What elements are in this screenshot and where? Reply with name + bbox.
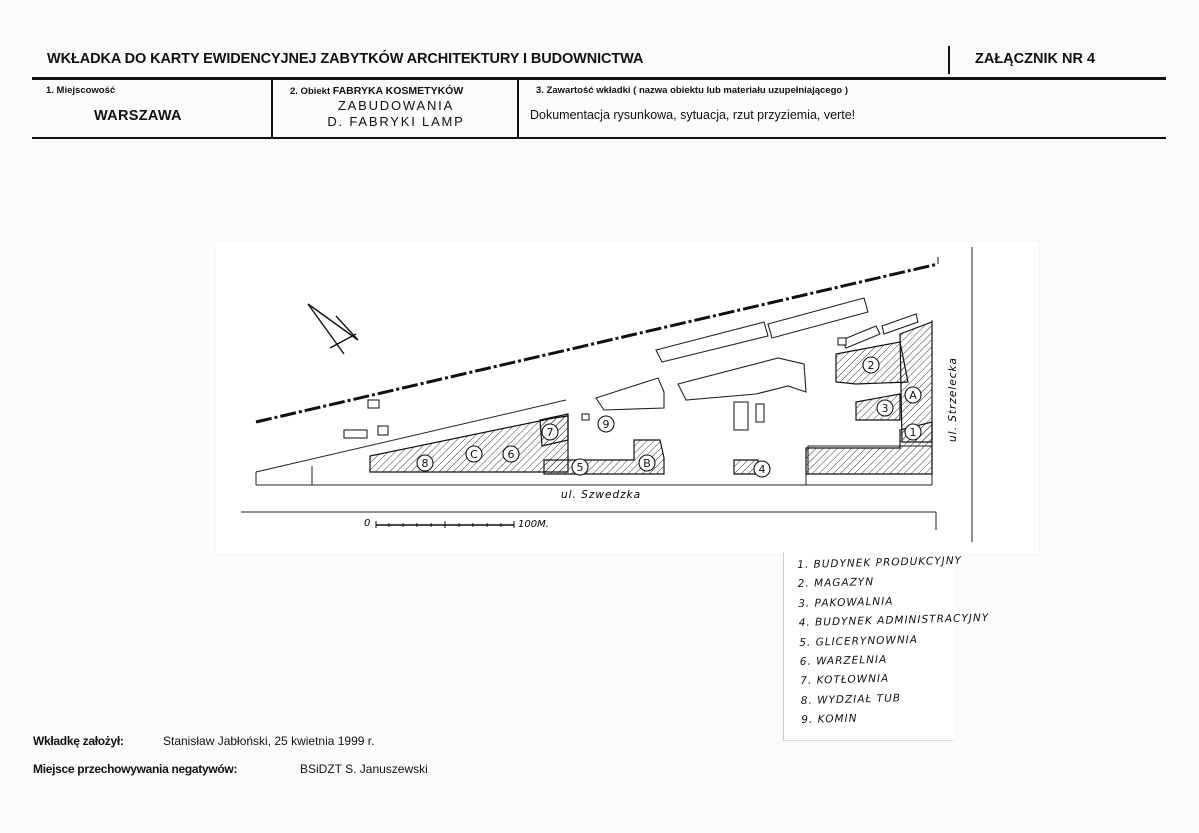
content-label: 3. Zawartość wkładki ( nazwa obiektu lub materiału uzupełniającego )	[536, 85, 848, 96]
legend-item: 2. MAGAZYN	[797, 576, 875, 591]
site-plan-drawing	[216, 242, 1039, 554]
legend-item: 3. PAKOWALNIA	[798, 595, 894, 610]
marker-C: C	[470, 448, 478, 461]
document-title: WKŁADKA DO KARTY EWIDENCYJNEJ ZABYTKÓW ARCHITEKTURY I BUDOWNICTWA	[47, 51, 644, 67]
marker-3: 3	[881, 402, 889, 415]
street-strzelecka-label: ul. Strzelecka	[947, 357, 959, 442]
object-label: 2. Obiekt	[290, 86, 331, 97]
marker-8: 8	[421, 457, 429, 470]
author-label: Wkładkę założył:	[33, 734, 124, 748]
author-value: Stanisław Jabłoński, 25 kwietnia 1999 r.	[163, 734, 375, 748]
legend-item: 9. KOMIN	[801, 712, 858, 727]
street-szwedzka-label: ul. Szwedzka	[561, 489, 642, 501]
marker-4: 4	[758, 463, 766, 476]
marker-1: 1	[909, 426, 917, 439]
site-plan-photo	[216, 242, 1039, 554]
building-legend	[797, 551, 992, 730]
scale-start-label: 0	[364, 518, 371, 529]
marker-A: A	[909, 389, 917, 402]
scale-end-label: 100M.	[518, 519, 549, 530]
legend-item: 4. BUDYNEK ADMINISTRACYJNY	[798, 612, 990, 630]
object-line-2: D. FABRYKI LAMP	[327, 114, 465, 129]
marker-7: 7	[546, 426, 554, 439]
marker-5: 5	[576, 461, 584, 474]
header-divider	[948, 46, 950, 74]
scale-bar	[364, 518, 549, 530]
marker-2: 2	[867, 359, 875, 372]
legend-item: 6. WARZELNIA	[799, 653, 888, 668]
marker-6: 6	[507, 448, 515, 461]
object-line-1: ZABUDOWANIA	[337, 98, 455, 113]
storage-value: BSiDZT S. Januszewski	[300, 762, 428, 776]
field-divider-1	[271, 80, 273, 138]
object-label-row	[290, 85, 463, 97]
content-value: Dokumentacja rysunkowa, sytuacja, rzut przyziemia, verte!	[530, 108, 856, 122]
place-label: 1. Miejscowość	[46, 85, 116, 96]
legend-item: 1. BUDYNEK PRODUKCYJNY	[797, 554, 963, 571]
header-rule	[32, 77, 1166, 80]
marker-9: 9	[602, 418, 610, 431]
north-arrow-icon	[308, 304, 358, 354]
legend-item: 7. KOTŁOWNIA	[800, 672, 890, 688]
legend-item: 8. WYDZIAŁ TUB	[800, 692, 902, 707]
annex-number: ZAŁĄCZNIK NR 4	[975, 51, 1096, 67]
storage-label: Miejsce przechowywania negatywów:	[33, 762, 238, 776]
marker-B: B	[643, 457, 651, 470]
legend-item: 5. GLICERYNOWNIA	[799, 633, 919, 649]
object-name: FABRYKA KOSMETYKÓW	[332, 85, 464, 97]
place-value: WARSZAWA	[94, 108, 182, 124]
fields-rule	[32, 137, 1166, 139]
